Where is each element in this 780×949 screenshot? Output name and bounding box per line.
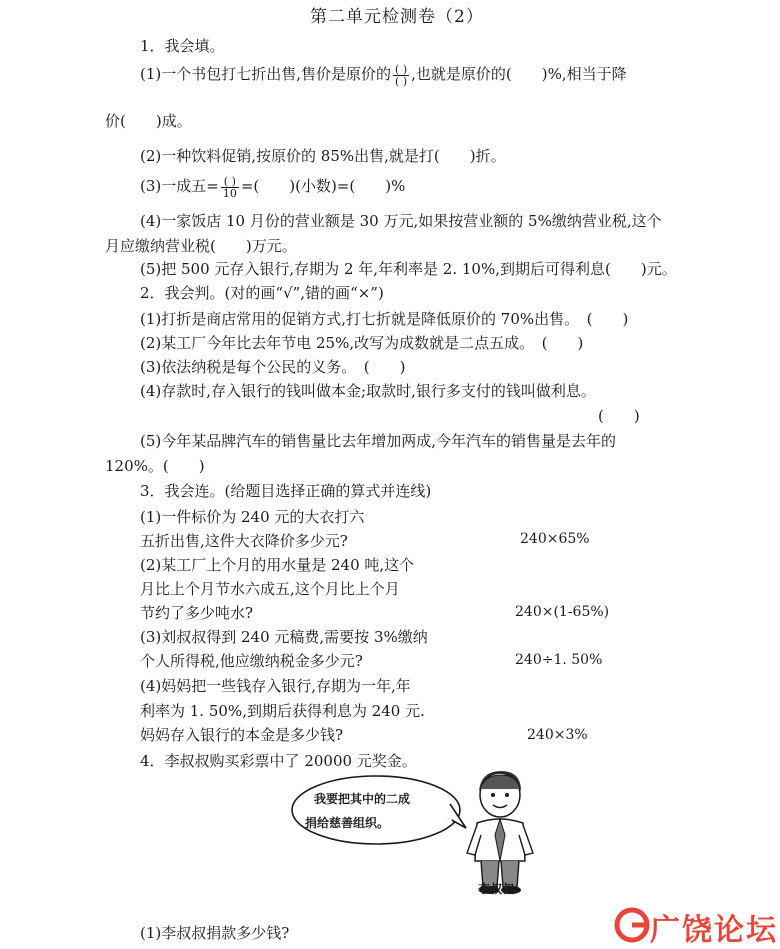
s1-q1-line xyxy=(140,63,627,87)
s2-q3: (3)依法纳税是每个公民的义务。 ( ) xyxy=(140,358,406,376)
section-2-heading: 2．我会判。(对的画“√”,错的画“×”) xyxy=(140,284,384,302)
s1-q5: (5)把 500 元存入银行,存期为 2 年,年利率是 2. 10%,到期后可得利息( )元。 xyxy=(140,260,677,278)
s3-option-2: 240×(1-65%) xyxy=(515,604,610,620)
s3-q1-line-2: 五折出售,这件大衣降价多少元? xyxy=(140,532,348,550)
s4-q1: (1)李叔叔捐款多少钱? xyxy=(140,924,290,942)
s1-q4-line-1: (4)一家饭店 10 月份的营业额是 30 万元,如果按营业额的 5%缴纳营业税,这个 xyxy=(140,212,662,230)
s1-q2: (2)一种饮料促销,按原价的 85%出售,就是打( )折。 xyxy=(140,147,506,165)
s1-q1-text-a: (1)一个书包打七折出售,售价是原价的 xyxy=(140,65,392,83)
s1-q1-fraction xyxy=(393,64,409,87)
s2-q5-line-2: 120%。( ) xyxy=(105,457,205,475)
s1-q4-line-2: 月应缴纳营业税( )万元。 xyxy=(105,237,297,255)
s1-q3-text-b: =( )(小数)=( )% xyxy=(240,177,406,195)
s3-q4-line-3: 妈妈存入银行的本金是多少钱? xyxy=(140,726,344,744)
page-title: 第二单元检测卷（2） xyxy=(310,7,484,27)
s1-q3-frac-num: ( ) xyxy=(221,176,239,188)
speech-bubble xyxy=(288,768,468,858)
s3-q2-line-1: (2)某工厂上个月的用水量是 240 吨,这个 xyxy=(140,556,415,574)
s1-q1-continued: 价( )成。 xyxy=(105,112,192,130)
s3-option-4: 240×3% xyxy=(527,727,588,743)
illustration-caption: 李叔叔 xyxy=(478,882,515,896)
s1-q3-line xyxy=(140,175,405,199)
s3-q2-line-2: 月比上个月节水六成五,这个月比上个月 xyxy=(140,580,400,598)
s2-q4: (4)存款时,存入银行的钱叫做本金;取款时,银行多支付的钱叫做利息。 xyxy=(140,382,596,400)
s3-option-1: 240×65% xyxy=(520,531,590,547)
s1-q1-frac-num: ( ) xyxy=(395,62,408,76)
s3-q1-line-1: (1)一件标价为 240 元的大衣打六 xyxy=(140,508,365,526)
section-3-heading: 3．我会连。(给题目选择正确的算式并连线) xyxy=(140,482,432,500)
s2-q4-answer-paren: ( ) xyxy=(598,407,640,425)
watermark-text: 广饶论坛 xyxy=(650,913,778,948)
s3-q2-line-3: 节约了多少吨水? xyxy=(140,604,254,622)
s3-q4-line-2: 利率为 1. 50%,到期后获得利息为 240 元. xyxy=(140,702,425,720)
s3-q3-line-1: (3)刘叔叔得到 240 元稿费,需要按 3%缴纳 xyxy=(140,628,428,646)
s1-q1-text-b: ,也就是原价的( )%,相当于降 xyxy=(411,65,627,83)
section-1-heading: 1．我会填。 xyxy=(140,37,225,55)
s2-q5-line-1: (5)今年某品牌汽车的销售量比去年增加两成,今年汽车的销售量是去年的 xyxy=(140,432,617,450)
s3-option-3: 240÷1. 50% xyxy=(515,652,603,668)
bubble-line-1: 我要把其中的二成 xyxy=(314,792,411,806)
s1-q3-fraction xyxy=(221,176,239,199)
s1-q3-frac-den: 10 xyxy=(222,186,237,200)
section-4-heading: 4．李叔叔购买彩票中了 20000 元奖金。 xyxy=(140,752,417,770)
s2-q1: (1)打折是商店常用的促销方式,打七折就是降低原价的 70%出售。 ( ) xyxy=(140,310,629,328)
s1-q3-text-a: (3)一成五= xyxy=(140,177,219,195)
s2-q2: (2)某工厂今年比去年节电 25%,改写为成数就是二点五成。 ( ) xyxy=(140,334,584,352)
s3-q3-line-2: 个人所得税,他应缴纳税金多少元? xyxy=(140,652,363,670)
s1-q1-frac-den: ( ) xyxy=(395,74,408,88)
s3-q4-line-1: (4)妈妈把一些钱存入银行,存期为一年,年 xyxy=(140,677,411,695)
bubble-line-2: 捐给慈善组织。 xyxy=(305,816,390,830)
